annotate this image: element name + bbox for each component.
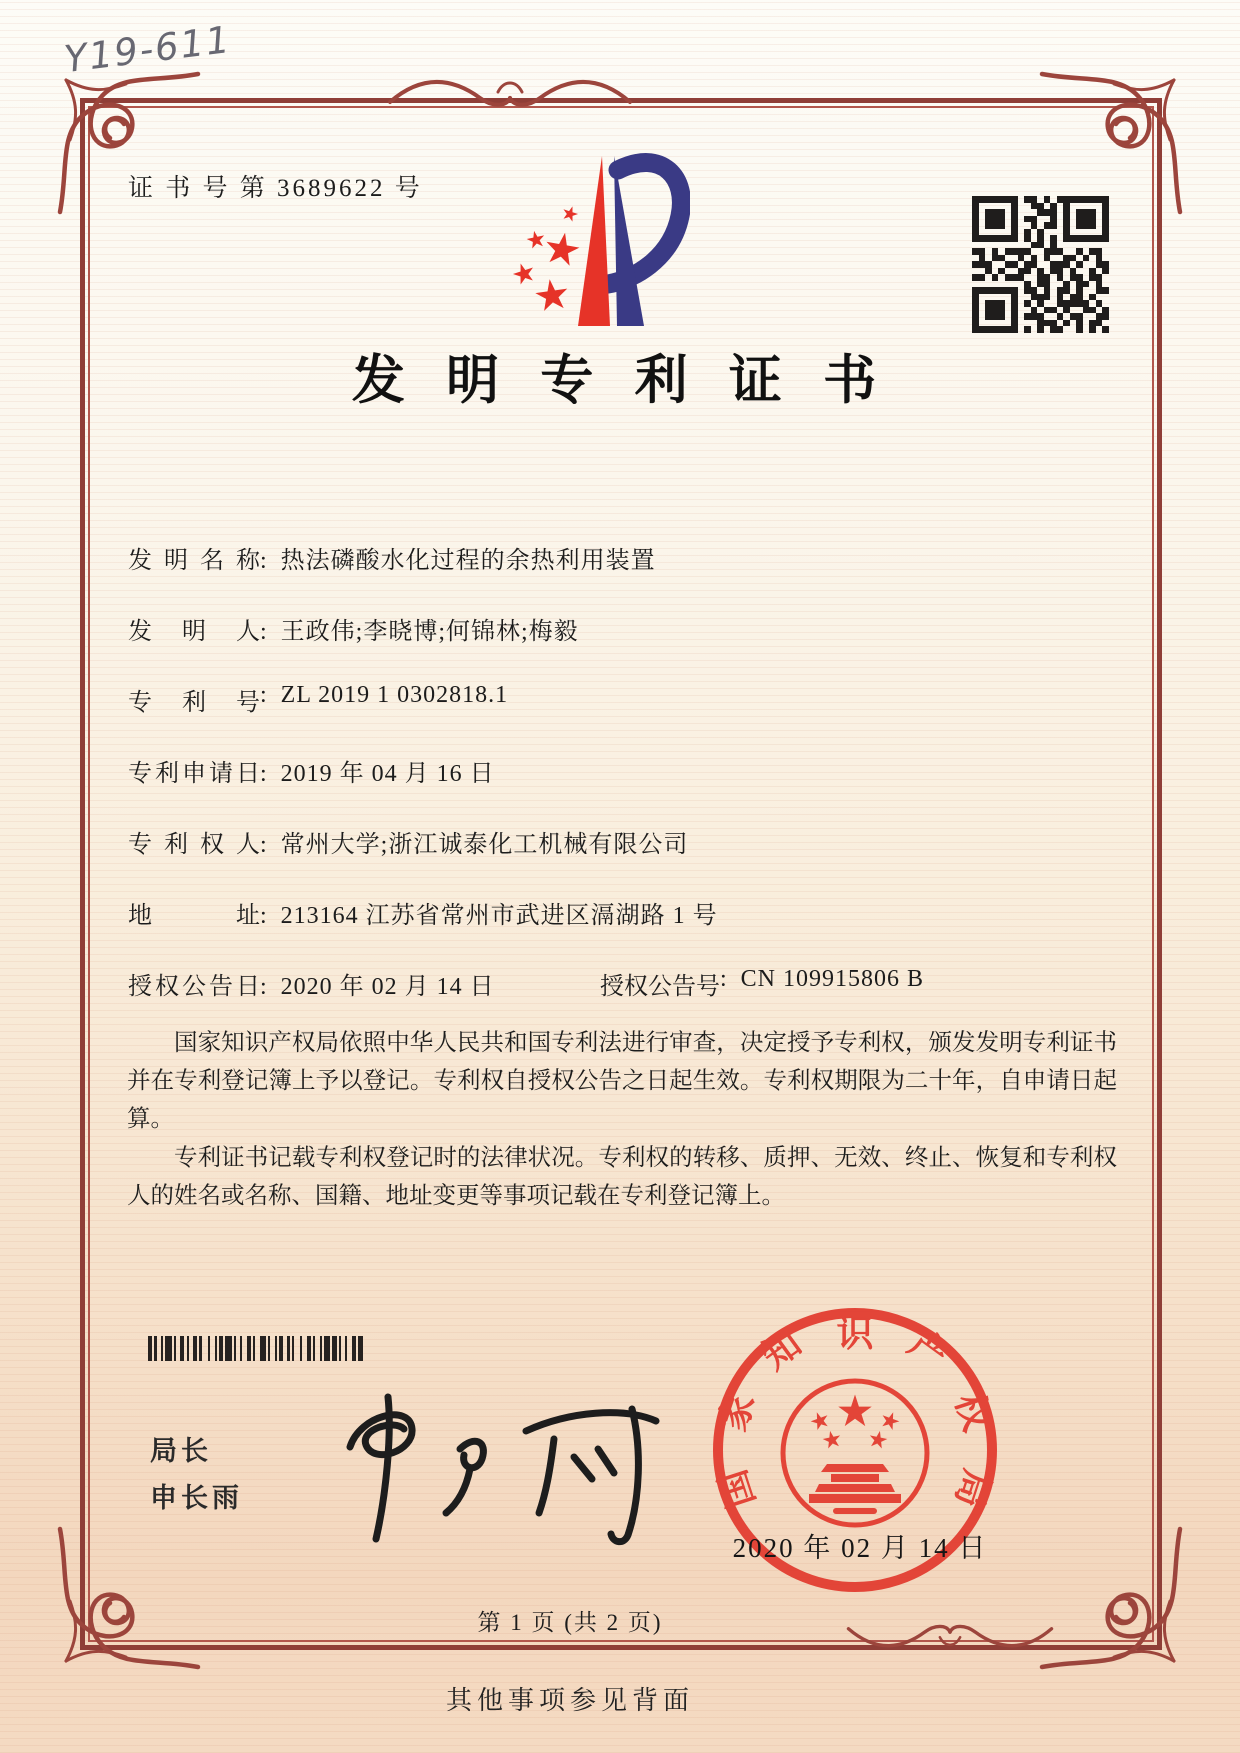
field-colon: : <box>260 619 267 645</box>
field-pair-grant-number <box>600 966 924 1001</box>
field-value: 2020 年 02 月 14 日 <box>280 974 495 1000</box>
field-label: 授权公告号 <box>600 974 720 1000</box>
field-colon: : <box>260 903 267 929</box>
field-label: 专利申请日 <box>128 761 260 787</box>
back-note: 其他事项参见背面 <box>445 1686 694 1715</box>
seal-char: 局 <box>946 1464 998 1513</box>
seal-char: 家 <box>712 1388 764 1437</box>
field-label: 专利号 <box>128 690 260 716</box>
field-colon: : <box>260 761 267 787</box>
field-label: 专利权人 <box>128 832 260 858</box>
seal-char: 产 <box>900 1323 955 1379</box>
grant-paragraph: 国家知识产权局依照中华人民共和国专利法进行审查，决定授予专利权，颁发发明专利证书并在专利登记簿上予以登记。专利权自授权公告之日起生效。专利权期限为二十年，自申请日起算。 <box>127 1030 1117 1132</box>
field-value: CN 109915806 B <box>740 966 925 992</box>
field-row-address <box>128 895 1128 966</box>
field-value: 常州大学;浙江诚泰化工机械有限公司 <box>280 832 689 858</box>
director-name: 申长雨 <box>150 1483 243 1513</box>
director-block <box>150 1428 243 1522</box>
page-number: 第 1 页 (共 2 页) <box>477 1610 663 1635</box>
certificate-fields <box>128 540 1128 1037</box>
field-label: 授权公告日 <box>128 974 260 1000</box>
field-row-patent-number <box>128 682 1128 753</box>
seal-char: 知 <box>755 1323 810 1379</box>
field-row-inventors <box>128 611 1128 682</box>
seal-date: 2020 年 02 月 14 日 <box>732 1533 988 1563</box>
field-row-invention-title <box>128 540 1128 611</box>
certificate-number: 证 书 号 第 3689622 号 <box>128 175 423 202</box>
field-colon: : <box>260 974 267 1000</box>
legal-text-block <box>127 1024 1117 1216</box>
director-role-label: 局长 <box>150 1436 212 1466</box>
field-value: 2019 年 04 月 16 日 <box>280 761 495 787</box>
barcode <box>148 1336 363 1361</box>
director-signature-icon <box>330 1385 670 1550</box>
field-value: 213164 江苏省常州市武进区滆湖路 1 号 <box>280 903 718 929</box>
field-colon: : <box>720 966 727 992</box>
field-colon: : <box>260 548 267 574</box>
field-value: 热法磷酸水化过程的余热利用装置 <box>280 548 656 574</box>
handwritten-mark: Y19-611 <box>62 17 234 82</box>
cnipa-logo-icon <box>450 144 690 336</box>
seal-char: 国 <box>712 1464 764 1513</box>
register-paragraph: 专利证书记载专利权登记时的法律状况。专利权的转移、质押、无效、终止、恢复和专利权人的姓名或名称、国籍、地址变更等事项记载在专利登记簿上。 <box>127 1145 1117 1209</box>
national-emblem-icon <box>808 1394 901 1514</box>
field-colon: : <box>260 832 267 858</box>
certificate-title: 发 明 专 利 证 书 <box>351 352 891 410</box>
field-row-filing-date <box>128 753 1128 824</box>
field-label: 地址 <box>128 903 260 929</box>
field-value: ZL 2019 1 0302818.1 <box>280 682 509 708</box>
qr-code <box>972 196 1109 333</box>
seal-char: 识 <box>836 1314 874 1355</box>
field-colon: : <box>260 682 267 708</box>
field-label: 发明名称 <box>128 548 260 574</box>
field-label: 发明人 <box>128 619 260 645</box>
seal-char: 权 <box>946 1388 998 1437</box>
field-value: 王政伟;李晓博;何锦林;梅毅 <box>280 619 579 645</box>
field-row-patentee <box>128 824 1128 895</box>
